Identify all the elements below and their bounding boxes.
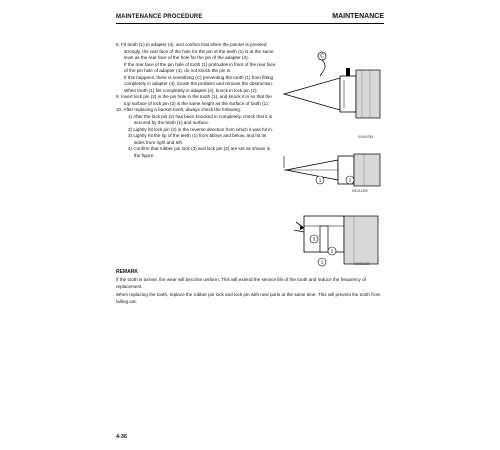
- figure-pin-lock-check: [282, 212, 384, 270]
- step-8-note-1: If the rear face of the pin hole of tooth (1) protrudes in front of the rear face of the pin hole of adapter (4), do not knock the pin in.: [124, 61, 276, 73]
- header-section-title: MAINTENANCE PROCEDURE: [116, 14, 203, 20]
- step-9: 9. Insert lock pin (2) in the pin hole in the tooth (1), and knock it in so that the top surface of lock pin (2) is the same height as the surface of tooth (1).: [116, 94, 272, 106]
- figure-1-code: 9JH00785: [358, 135, 374, 139]
- label-tooth-1b: 1: [320, 259, 324, 265]
- header-chapter-title: MAINTENANCE: [332, 13, 384, 20]
- figure-3-code: MK011390: [354, 262, 370, 266]
- figure-2-code: MK011390: [352, 189, 368, 193]
- figure-lock-pin: [282, 150, 384, 202]
- label-lock-pin-2b: 2: [330, 248, 334, 254]
- tooth-obstruction-drawing: [282, 40, 384, 146]
- label-c: C: [320, 53, 324, 60]
- header-rule: [116, 23, 384, 24]
- figure-tooth-obstruction: [282, 40, 384, 146]
- remark-paragraph-1: If the tooth is turned, the wear will become uniform. This will extend the service life of the tooth and reduce the frequency of replacement.: [116, 277, 366, 290]
- remark-paragraph-2: When replacing the tooth, replace the rubber pin lock and lock pin with new parts at the same time. This will prevent the tooth from falling out.: [116, 291, 381, 304]
- step-10-check-3: 3) Lightly hit the tip of the teeth (1) from above and below, and hit its sides from right and left.: [128, 133, 267, 145]
- procedure-steps: [116, 42, 276, 159]
- step-8-note-2: If this happens, there is something (C) preventing the tooth (1) from fitting completely in adapter (4), locate the problem and remove the obstruction. When tooth (1) fits completely in adapter (4), knock in lock pin (2).: [124, 74, 274, 93]
- page-number: 4-36: [116, 434, 128, 440]
- step-10-check-4: 4) Confirm that rubber pin lock (3) and lock pin (2) are set as shown in the figure.: [128, 146, 271, 158]
- label-tooth-1: 1: [318, 177, 322, 183]
- step-10-check-1: 1) After the lock pin (2) has been knocked in completely, check that it is secured by the teeth (1) and surface.: [128, 113, 273, 125]
- step-10-check-2: 2) Lightly hit lock pin (2) in the reverse direction from which it was hit in.: [128, 126, 274, 132]
- label-rubber-lock-3: 3: [312, 236, 316, 242]
- remark-section: [116, 269, 384, 305]
- step-8: 8. Fit tooth (1) to adapter (4), and confirm that when the pointer is pressed strongly, the rear face of the hole for the pin of the teeth (1) is at the same level as the rear face of the hole for the pin of the adapter (4).: [116, 42, 274, 60]
- label-lock-pin-2: 2: [348, 177, 352, 183]
- remark-title: REMARK: [116, 269, 138, 275]
- step-10: 10. After replacing a bucket tooth, always check the following.: [116, 107, 242, 112]
- lock-pin-drawing: [282, 150, 384, 202]
